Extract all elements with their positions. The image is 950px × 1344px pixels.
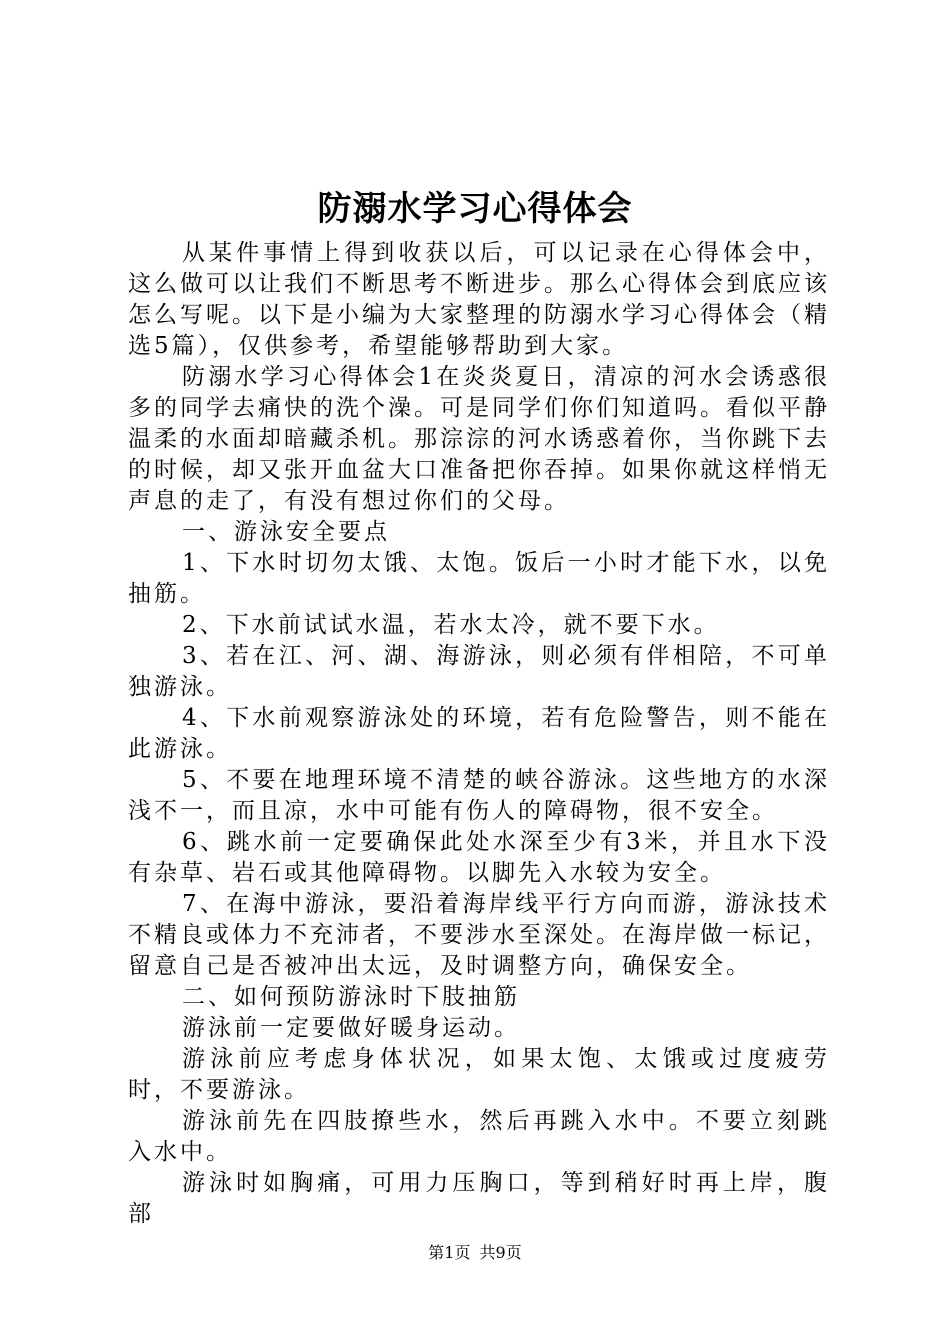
- paragraph: 游泳前一定要做好暖身运动。: [182, 1015, 520, 1041]
- list-item: 6、跳水前一定要确保此处水深至少有3米，并且水下没有杂草、岩石或其他障碍物。以脚先入水较为安全。: [128, 829, 830, 886]
- paragraph: 从某件事情上得到收获以后，可以记录在心得体会中，这么做可以让我们不断思考不断进步。那么心得体会到底应该怎么写呢。以下是小编为大家整理的防溺水学习心得体会（精选5篇），仅供参考，希望能够帮助到大家。: [128, 240, 830, 359]
- list-item: 3、若在江、河、湖、海游泳，则必须有伴相陪，不可单独游泳。: [128, 643, 830, 700]
- page-footer: [0, 1242, 950, 1264]
- paragraph: 游泳前应考虑身体状况，如果太饱、太饿或过度疲劳时，不要游泳。: [128, 1046, 830, 1103]
- list-item: 7、在海中游泳，要沿着海岸线平行方向而游，游泳技术不精良或体力不充沛者，不要涉水至深处。在海岸做一标记，留意自己是否被冲出太远，及时调整方向，确保安全。: [128, 891, 830, 979]
- list-item: 1、下水时切勿太饿、太饱。饭后一小时才能下水，以免抽筋。: [128, 550, 830, 607]
- page-total: 共9页: [479, 1243, 522, 1262]
- paragraph: 游泳前先在四肢撩些水，然后再跳入水中。不要立刻跳入水中。: [128, 1108, 830, 1165]
- list-item: 2、下水前试试水温，若水太冷，就不要下水。: [182, 612, 720, 638]
- section-heading: 一、游泳安全要点: [182, 519, 390, 545]
- paragraph: 防溺水学习心得体会1在炎炎夏日，清凉的河水会诱惑很多的同学去痛快的洗个澡。可是同学们你们知道吗。看似平静温柔的水面却暗藏杀机。那淙淙的河水诱惑着你，当你跳下去的时候，却又张开血盆大口准备把你吞掉。如果你就这样悄无声息的走了，有没有想过你们的父母。: [128, 364, 830, 514]
- section-heading: 二、如何预防游泳时下肢抽筋: [182, 984, 520, 1010]
- list-item: 4、下水前观察游泳处的环境，若有危险警告，则不能在此游泳。: [128, 705, 830, 762]
- page-number: 第1页: [428, 1243, 471, 1262]
- document-body: [128, 238, 830, 1230]
- list-item: 5、不要在地理环境不清楚的峡谷游泳。这些地方的水深浅不一，而且凉，水中可能有伤人的障碍物，很不安全。: [128, 767, 830, 824]
- document-title: 防溺水学习心得体会: [317, 189, 633, 229]
- paragraph: 游泳时如胸痛，可用力压胸口，等到稍好时再上岸，腹部: [128, 1170, 830, 1227]
